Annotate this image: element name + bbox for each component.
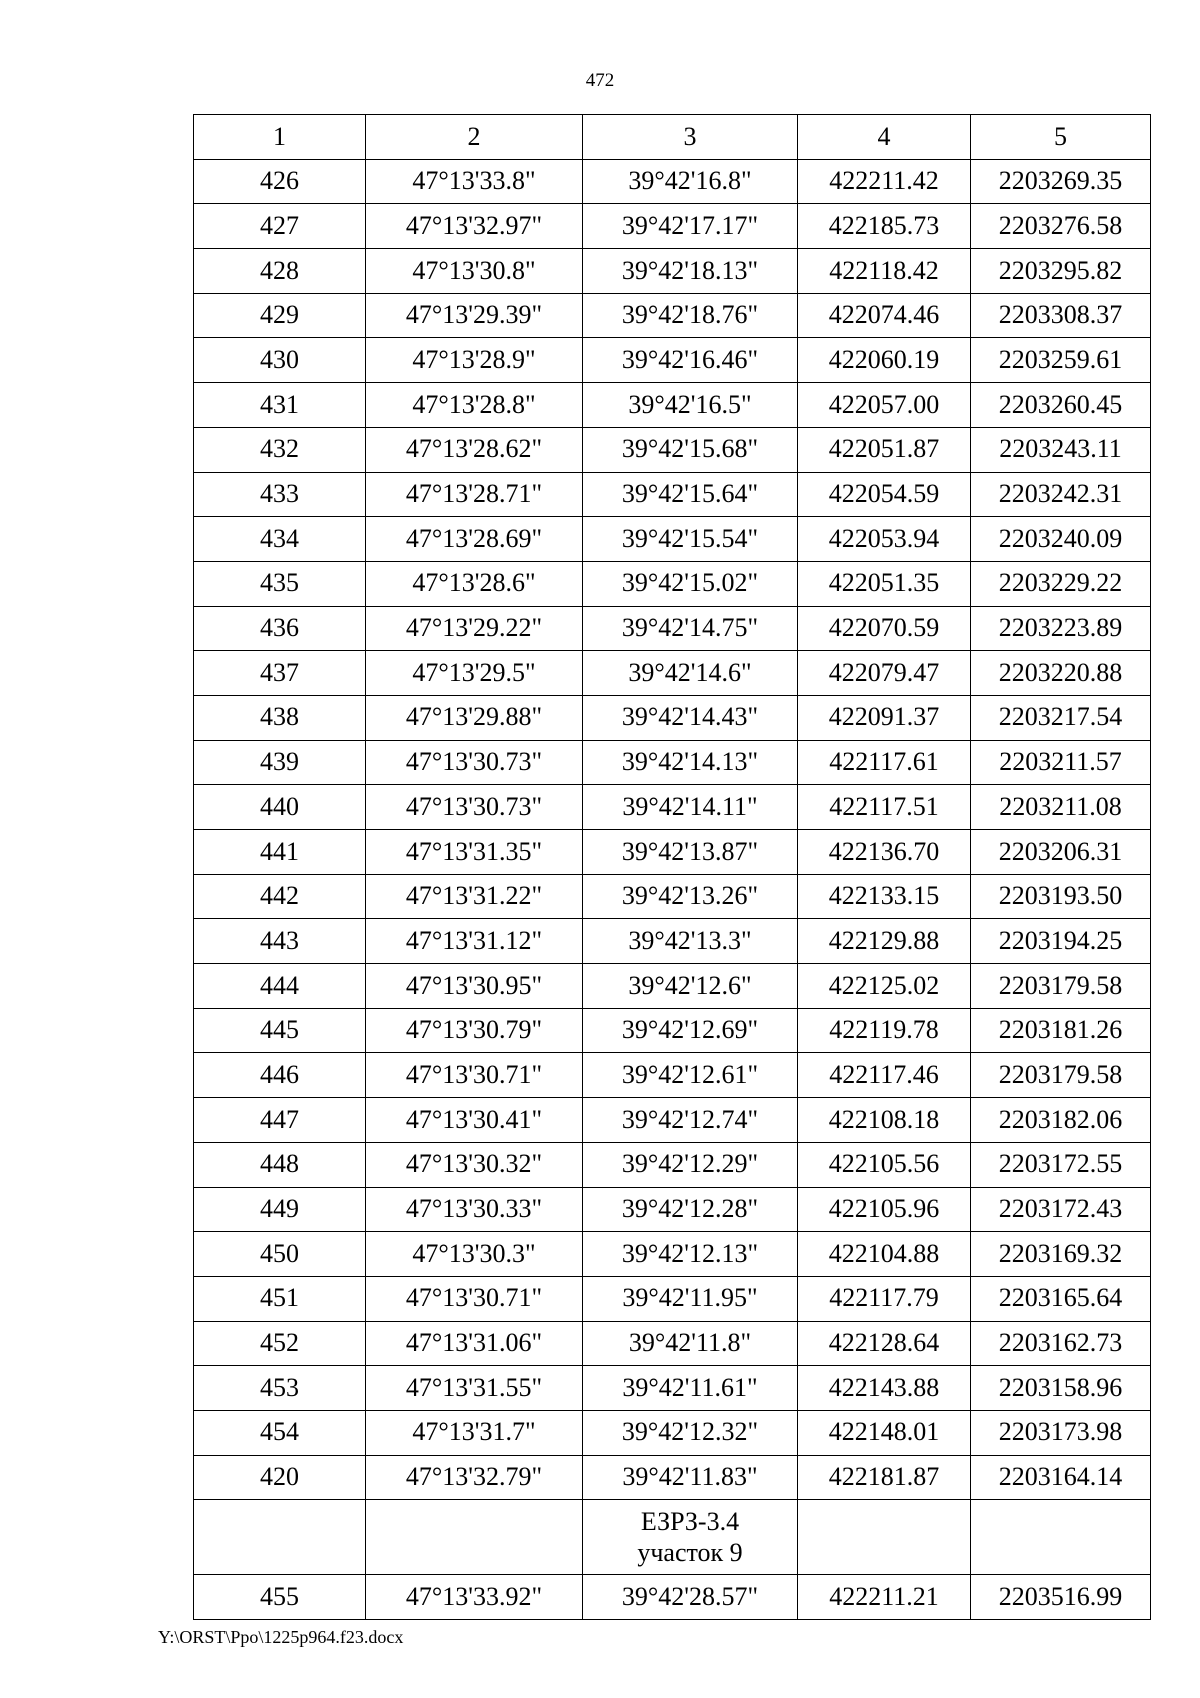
table-cell-col-2: 47°13'31.22" bbox=[366, 874, 583, 919]
table-cell-col-1: 441 bbox=[194, 830, 366, 875]
table-cell-col-4: 422105.96 bbox=[798, 1187, 971, 1232]
table-cell-col-4: 422129.88 bbox=[798, 919, 971, 964]
table-row bbox=[194, 338, 1151, 383]
table-cell-col-5: 2203223.89 bbox=[971, 606, 1151, 651]
table-row bbox=[194, 1575, 1151, 1620]
table-cell-col-5: 2203164.14 bbox=[971, 1455, 1151, 1500]
section-cell-col-4 bbox=[798, 1500, 971, 1575]
table-cell-col-1: 445 bbox=[194, 1008, 366, 1053]
table-row bbox=[194, 472, 1151, 517]
table-cell-col-2: 47°13'30.32" bbox=[366, 1142, 583, 1187]
table-cell-col-4: 422105.56 bbox=[798, 1142, 971, 1187]
table-cell-col-4: 422118.42 bbox=[798, 249, 971, 294]
table-cell-col-2: 47°13'32.97" bbox=[366, 204, 583, 249]
table-row bbox=[194, 1276, 1151, 1321]
table-cell-col-3: 39°42'16.46" bbox=[583, 338, 798, 383]
table-cell-col-2: 47°13'31.7" bbox=[366, 1410, 583, 1455]
table-cell-col-2: 47°13'29.39" bbox=[366, 293, 583, 338]
table-cell-col-1: 436 bbox=[194, 606, 366, 651]
table-cell-col-4: 422074.46 bbox=[798, 293, 971, 338]
table-row bbox=[194, 249, 1151, 294]
header-cell-3: 3 bbox=[583, 115, 798, 160]
table-cell-col-5: 2203181.26 bbox=[971, 1008, 1151, 1053]
table-cell-col-4: 422211.42 bbox=[798, 159, 971, 204]
table-row bbox=[194, 427, 1151, 472]
table-cell-col-5: 2203260.45 bbox=[971, 383, 1151, 428]
table-cell-col-1: 420 bbox=[194, 1455, 366, 1500]
table-cell-col-5: 2203182.06 bbox=[971, 1098, 1151, 1143]
table-cell-col-4: 422125.02 bbox=[798, 964, 971, 1009]
table-cell-col-3: 39°42'14.43" bbox=[583, 695, 798, 740]
table-cell-col-5: 2203206.31 bbox=[971, 830, 1151, 875]
table-cell-col-2: 47°13'33.8" bbox=[366, 159, 583, 204]
section-zone-label: ЕЗРЗ-3.4 bbox=[640, 1507, 740, 1537]
table-cell-col-5: 2203211.57 bbox=[971, 740, 1151, 785]
table-row bbox=[194, 1053, 1151, 1098]
table-cell-col-4: 422148.01 bbox=[798, 1410, 971, 1455]
table-cell-col-2: 47°13'29.5" bbox=[366, 651, 583, 696]
table-cell-col-2: 47°13'28.8" bbox=[366, 383, 583, 428]
table-cell-col-2: 47°13'28.71" bbox=[366, 472, 583, 517]
table-row bbox=[194, 740, 1151, 785]
table-cell-col-3: 39°42'14.13" bbox=[583, 740, 798, 785]
table-cell-col-4: 422091.37 bbox=[798, 695, 971, 740]
table-row bbox=[194, 1455, 1151, 1500]
table-cell-col-5: 2203269.35 bbox=[971, 159, 1151, 204]
table-row bbox=[194, 785, 1151, 830]
header-cell-2: 2 bbox=[366, 115, 583, 160]
table-row bbox=[194, 1008, 1151, 1053]
table-cell-col-2: 47°13'32.79" bbox=[366, 1455, 583, 1500]
table-cell-col-3: 39°42'12.13" bbox=[583, 1232, 798, 1277]
table-row bbox=[194, 1321, 1151, 1366]
table-cell-col-1: 450 bbox=[194, 1232, 366, 1277]
table-cell-col-2: 47°13'31.12" bbox=[366, 919, 583, 964]
table-cell-col-5: 2203173.98 bbox=[971, 1410, 1151, 1455]
table-cell-col-5: 2203194.25 bbox=[971, 919, 1151, 964]
table-cell-col-3: 39°42'13.3" bbox=[583, 919, 798, 964]
table-cell-col-3: 39°42'18.13" bbox=[583, 249, 798, 294]
header-cell-5: 5 bbox=[971, 115, 1151, 160]
table-cell-col-4: 422181.87 bbox=[798, 1455, 971, 1500]
table-cell-col-4: 422117.51 bbox=[798, 785, 971, 830]
table-row bbox=[194, 1232, 1151, 1277]
table-cell-col-1: 427 bbox=[194, 204, 366, 249]
table-cell-col-4: 422117.79 bbox=[798, 1276, 971, 1321]
table-cell-col-5: 2203211.08 bbox=[971, 785, 1151, 830]
table-cell-col-5: 2203295.82 bbox=[971, 249, 1151, 294]
page-number: 472 bbox=[585, 70, 615, 91]
table-cell-col-3: 39°42'15.02" bbox=[583, 561, 798, 606]
coordinates-table-body bbox=[194, 115, 1151, 1620]
table-cell-col-3: 39°42'14.75" bbox=[583, 606, 798, 651]
table-cell-col-3: 39°42'13.26" bbox=[583, 874, 798, 919]
table-cell-col-1: 430 bbox=[194, 338, 366, 383]
table-row bbox=[194, 293, 1151, 338]
table-cell-col-5: 2203169.32 bbox=[971, 1232, 1151, 1277]
table-cell-col-4: 422057.00 bbox=[798, 383, 971, 428]
table-cell-col-4: 422119.78 bbox=[798, 1008, 971, 1053]
table-cell-col-4: 422128.64 bbox=[798, 1321, 971, 1366]
table-cell-col-1: 429 bbox=[194, 293, 366, 338]
coordinates-table bbox=[193, 114, 1151, 1620]
table-cell-col-5: 2203240.09 bbox=[971, 517, 1151, 562]
table-cell-col-1: 455 bbox=[194, 1575, 366, 1620]
table-row bbox=[194, 1410, 1151, 1455]
table-cell-col-5: 2203242.31 bbox=[971, 472, 1151, 517]
table-cell-col-1: 447 bbox=[194, 1098, 366, 1143]
table-cell-col-2: 47°13'29.22" bbox=[366, 606, 583, 651]
table-cell-col-3: 39°42'16.5" bbox=[583, 383, 798, 428]
table-cell-col-4: 422079.47 bbox=[798, 651, 971, 696]
table-cell-col-5: 2203193.50 bbox=[971, 874, 1151, 919]
header-cell-4: 4 bbox=[798, 115, 971, 160]
table-cell-col-2: 47°13'30.79" bbox=[366, 1008, 583, 1053]
table-cell-col-3: 39°42'11.61" bbox=[583, 1366, 798, 1411]
footer-file-path: Y:\ORST\Ppo\1225p964.f23.docx bbox=[158, 1627, 404, 1647]
table-cell-col-5: 2203220.88 bbox=[971, 651, 1151, 696]
table-cell-col-2: 47°13'30.8" bbox=[366, 249, 583, 294]
table-cell-col-1: 453 bbox=[194, 1366, 366, 1411]
table-cell-col-4: 422060.19 bbox=[798, 338, 971, 383]
table-cell-col-2: 47°13'30.73" bbox=[366, 740, 583, 785]
table-cell-col-4: 422136.70 bbox=[798, 830, 971, 875]
table-cell-col-3: 39°42'15.64" bbox=[583, 472, 798, 517]
table-row bbox=[194, 874, 1151, 919]
table-cell-col-2: 47°13'28.69" bbox=[366, 517, 583, 562]
section-cell-col-1 bbox=[194, 1500, 366, 1575]
table-cell-col-2: 47°13'30.33" bbox=[366, 1187, 583, 1232]
table-cell-col-2: 47°13'29.88" bbox=[366, 695, 583, 740]
table-cell-col-3: 39°42'12.6" bbox=[583, 964, 798, 1009]
header-cell-1: 1 bbox=[194, 115, 366, 160]
table-cell-col-3: 39°42'28.57" bbox=[583, 1575, 798, 1620]
table-cell-col-5: 2203516.99 bbox=[971, 1575, 1151, 1620]
section-cell-col-2 bbox=[366, 1500, 583, 1575]
table-cell-col-1: 442 bbox=[194, 874, 366, 919]
table-cell-col-4: 422211.21 bbox=[798, 1575, 971, 1620]
table-row bbox=[194, 1187, 1151, 1232]
table-cell-col-3: 39°42'12.61" bbox=[583, 1053, 798, 1098]
table-cell-col-3: 39°42'13.87" bbox=[583, 830, 798, 875]
table-cell-col-2: 47°13'33.92" bbox=[366, 1575, 583, 1620]
table-cell-col-1: 426 bbox=[194, 159, 366, 204]
table-cell-col-2: 47°13'31.06" bbox=[366, 1321, 583, 1366]
table-cell-col-5: 2203179.58 bbox=[971, 1053, 1151, 1098]
table-cell-col-1: 444 bbox=[194, 964, 366, 1009]
table-cell-col-3: 39°42'14.11" bbox=[583, 785, 798, 830]
table-cell-col-3: 39°42'12.29" bbox=[583, 1142, 798, 1187]
table-cell-col-4: 422185.73 bbox=[798, 204, 971, 249]
table-cell-col-1: 433 bbox=[194, 472, 366, 517]
table-cell-col-2: 47°13'30.41" bbox=[366, 1098, 583, 1143]
table-cell-col-3: 39°42'11.8" bbox=[583, 1321, 798, 1366]
section-row bbox=[194, 1500, 1151, 1575]
section-cell-col-3 bbox=[583, 1500, 798, 1575]
table-cell-col-5: 2203308.37 bbox=[971, 293, 1151, 338]
table-cell-col-2: 47°13'30.73" bbox=[366, 785, 583, 830]
table-header-row bbox=[194, 115, 1151, 160]
table-cell-col-1: 449 bbox=[194, 1187, 366, 1232]
table-cell-col-5: 2203229.22 bbox=[971, 561, 1151, 606]
table-row bbox=[194, 830, 1151, 875]
table-cell-col-3: 39°42'12.74" bbox=[583, 1098, 798, 1143]
table-row bbox=[194, 1142, 1151, 1187]
table-cell-col-1: 440 bbox=[194, 785, 366, 830]
table-row bbox=[194, 1098, 1151, 1143]
table-cell-col-1: 437 bbox=[194, 651, 366, 696]
table-cell-col-1: 428 bbox=[194, 249, 366, 294]
table-cell-col-1: 432 bbox=[194, 427, 366, 472]
table-cell-col-4: 422117.61 bbox=[798, 740, 971, 785]
table-cell-col-5: 2203217.54 bbox=[971, 695, 1151, 740]
table-cell-col-2: 47°13'30.71" bbox=[366, 1053, 583, 1098]
table-cell-col-4: 422054.59 bbox=[798, 472, 971, 517]
table-cell-col-3: 39°42'17.17" bbox=[583, 204, 798, 249]
table-cell-col-3: 39°42'11.83" bbox=[583, 1455, 798, 1500]
table-cell-col-5: 2203158.96 bbox=[971, 1366, 1151, 1411]
table-cell-col-2: 47°13'30.3" bbox=[366, 1232, 583, 1277]
table-cell-col-3: 39°42'16.8" bbox=[583, 159, 798, 204]
table-cell-col-5: 2203243.11 bbox=[971, 427, 1151, 472]
table-cell-col-1: 446 bbox=[194, 1053, 366, 1098]
table-row bbox=[194, 964, 1151, 1009]
table-cell-col-2: 47°13'31.35" bbox=[366, 830, 583, 875]
table-cell-col-1: 443 bbox=[194, 919, 366, 964]
table-cell-col-3: 39°42'11.95" bbox=[583, 1276, 798, 1321]
table-row bbox=[194, 383, 1151, 428]
table-cell-col-4: 422143.88 bbox=[798, 1366, 971, 1411]
table-cell-col-3: 39°42'14.6" bbox=[583, 651, 798, 696]
table-cell-col-1: 431 bbox=[194, 383, 366, 428]
table-row bbox=[194, 561, 1151, 606]
table-cell-col-4: 422053.94 bbox=[798, 517, 971, 562]
table-cell-col-1: 434 bbox=[194, 517, 366, 562]
table-row bbox=[194, 651, 1151, 696]
table-cell-col-4: 422117.46 bbox=[798, 1053, 971, 1098]
table-cell-col-2: 47°13'28.9" bbox=[366, 338, 583, 383]
table-cell-col-2: 47°13'30.95" bbox=[366, 964, 583, 1009]
table-cell-col-3: 39°42'15.68" bbox=[583, 427, 798, 472]
table-cell-col-5: 2203172.55 bbox=[971, 1142, 1151, 1187]
table-cell-col-3: 39°42'12.28" bbox=[583, 1187, 798, 1232]
table-cell-col-5: 2203172.43 bbox=[971, 1187, 1151, 1232]
table-cell-col-1: 448 bbox=[194, 1142, 366, 1187]
table-cell-col-1: 452 bbox=[194, 1321, 366, 1366]
table-cell-col-5: 2203165.64 bbox=[971, 1276, 1151, 1321]
table-cell-col-2: 47°13'30.71" bbox=[366, 1276, 583, 1321]
table-cell-col-4: 422133.15 bbox=[798, 874, 971, 919]
table-row bbox=[194, 517, 1151, 562]
table-cell-col-5: 2203276.58 bbox=[971, 204, 1151, 249]
table-row bbox=[194, 919, 1151, 964]
table-cell-col-4: 422108.18 bbox=[798, 1098, 971, 1143]
table-cell-col-2: 47°13'28.6" bbox=[366, 561, 583, 606]
table-cell-col-3: 39°42'12.69" bbox=[583, 1008, 798, 1053]
table-cell-col-4: 422070.59 bbox=[798, 606, 971, 651]
table-cell-col-3: 39°42'15.54" bbox=[583, 517, 798, 562]
table-cell-col-3: 39°42'12.32" bbox=[583, 1410, 798, 1455]
table-cell-col-2: 47°13'28.62" bbox=[366, 427, 583, 472]
table-row bbox=[194, 695, 1151, 740]
table-cell-col-4: 422104.88 bbox=[798, 1232, 971, 1277]
table-cell-col-4: 422051.35 bbox=[798, 561, 971, 606]
table-cell-col-5: 2203259.61 bbox=[971, 338, 1151, 383]
table-cell-col-3: 39°42'18.76" bbox=[583, 293, 798, 338]
table-cell-col-2: 47°13'31.55" bbox=[366, 1366, 583, 1411]
table-row bbox=[194, 204, 1151, 249]
table-cell-col-5: 2203162.73 bbox=[971, 1321, 1151, 1366]
table-row bbox=[194, 1366, 1151, 1411]
table-cell-col-1: 438 bbox=[194, 695, 366, 740]
section-plot-label: участок 9 bbox=[637, 1538, 743, 1568]
section-cell-col-5 bbox=[971, 1500, 1151, 1575]
table-cell-col-1: 451 bbox=[194, 1276, 366, 1321]
table-cell-col-1: 435 bbox=[194, 561, 366, 606]
table-cell-col-1: 454 bbox=[194, 1410, 366, 1455]
table-row bbox=[194, 159, 1151, 204]
table-cell-col-1: 439 bbox=[194, 740, 366, 785]
table-cell-col-4: 422051.87 bbox=[798, 427, 971, 472]
table-cell-col-5: 2203179.58 bbox=[971, 964, 1151, 1009]
table-row bbox=[194, 606, 1151, 651]
